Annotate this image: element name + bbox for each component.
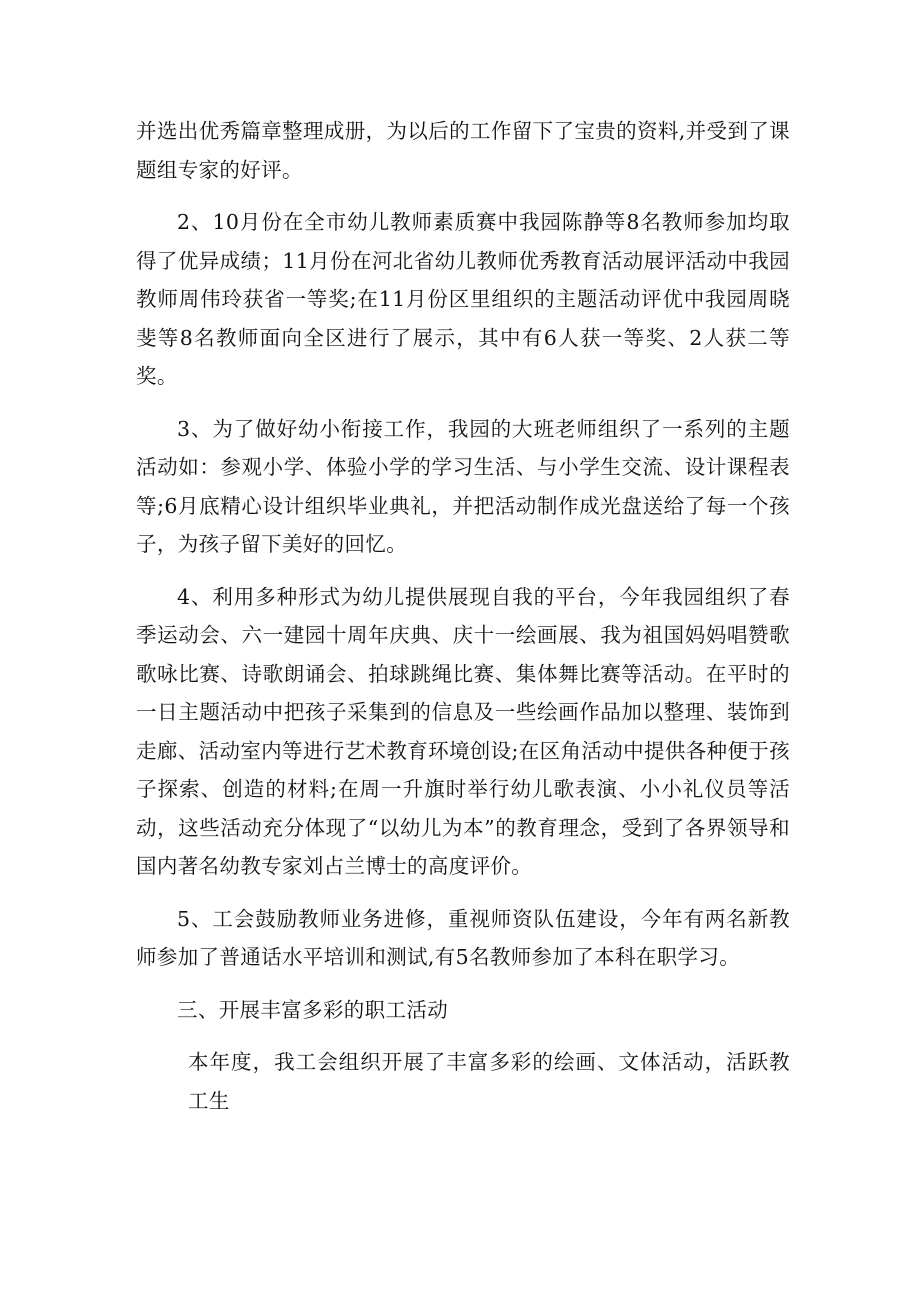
paragraph-item-5: 5、工会鼓励教师业务进修，重视师资队伍建设，今年有两名新教师参加了普通话水平培训和测试,有5名教师参加了本科在职学习。 bbox=[136, 906, 790, 969]
section-heading-3: 三、开展丰富多彩的职工活动 bbox=[177, 997, 449, 1022]
document-body bbox=[136, 112, 790, 1134]
paragraph-continuation: 并选出优秀篇章整理成册，为以后的工作留下了宝贵的资料,并受到了课题组专家的好评。 bbox=[136, 119, 790, 182]
paragraph-section-3-intro: 本年度，我工会组织开展了丰富多彩的绘画、文体活动，活跃教工生 bbox=[188, 1050, 790, 1113]
paragraph-item-3: 3、为了做好幼小衔接工作，我园的大班老师组织了一系列的主题活动如：参观小学、体验小学的学习生活、与小学生交流、设计课程表等;6月底精心设计组织毕业典礼，并把活动制作成光盘送给了每一个孩子，为孩子留下美好的回忆。 bbox=[136, 416, 790, 556]
paragraph-item-2: 2、10月份在全市幼儿教师素质赛中我园陈静等8名教师参加均取得了优异成绩；11月份在河北省幼儿教师优秀教育活动展评活动中我园教师周伟玲获省一等奖;在11月份区里组织的主题活动评优中我园周晓斐等8名教师面向全区进行了展示，其中有6人获一等奖、2人获二等奖。 bbox=[136, 210, 790, 388]
paragraph-item-4: 4、利用多种形式为幼儿提供展现自我的平台，今年我园组织了春季运动会、六一建园十周年庆典、庆十一绘画展、我为祖国妈妈唱赞歌歌咏比赛、诗歌朗诵会、拍球跳绳比赛、集体舞比赛等活动。在平时的一日主题活动中把孩子采集到的信息及一些绘画作品加以整理、装饰到走廊、活动室内等进行艺术教育环境创设;在区角活动中提供各种便于孩子探索、创造的材料;在周一升旗时举行幼儿歌表演、小小礼仪员等活动，这些活动充分体现了“以幼儿为本”的教育理念，受到了各界领导和国内著名幼教专家刘占兰博士的高度评价。 bbox=[136, 584, 790, 878]
